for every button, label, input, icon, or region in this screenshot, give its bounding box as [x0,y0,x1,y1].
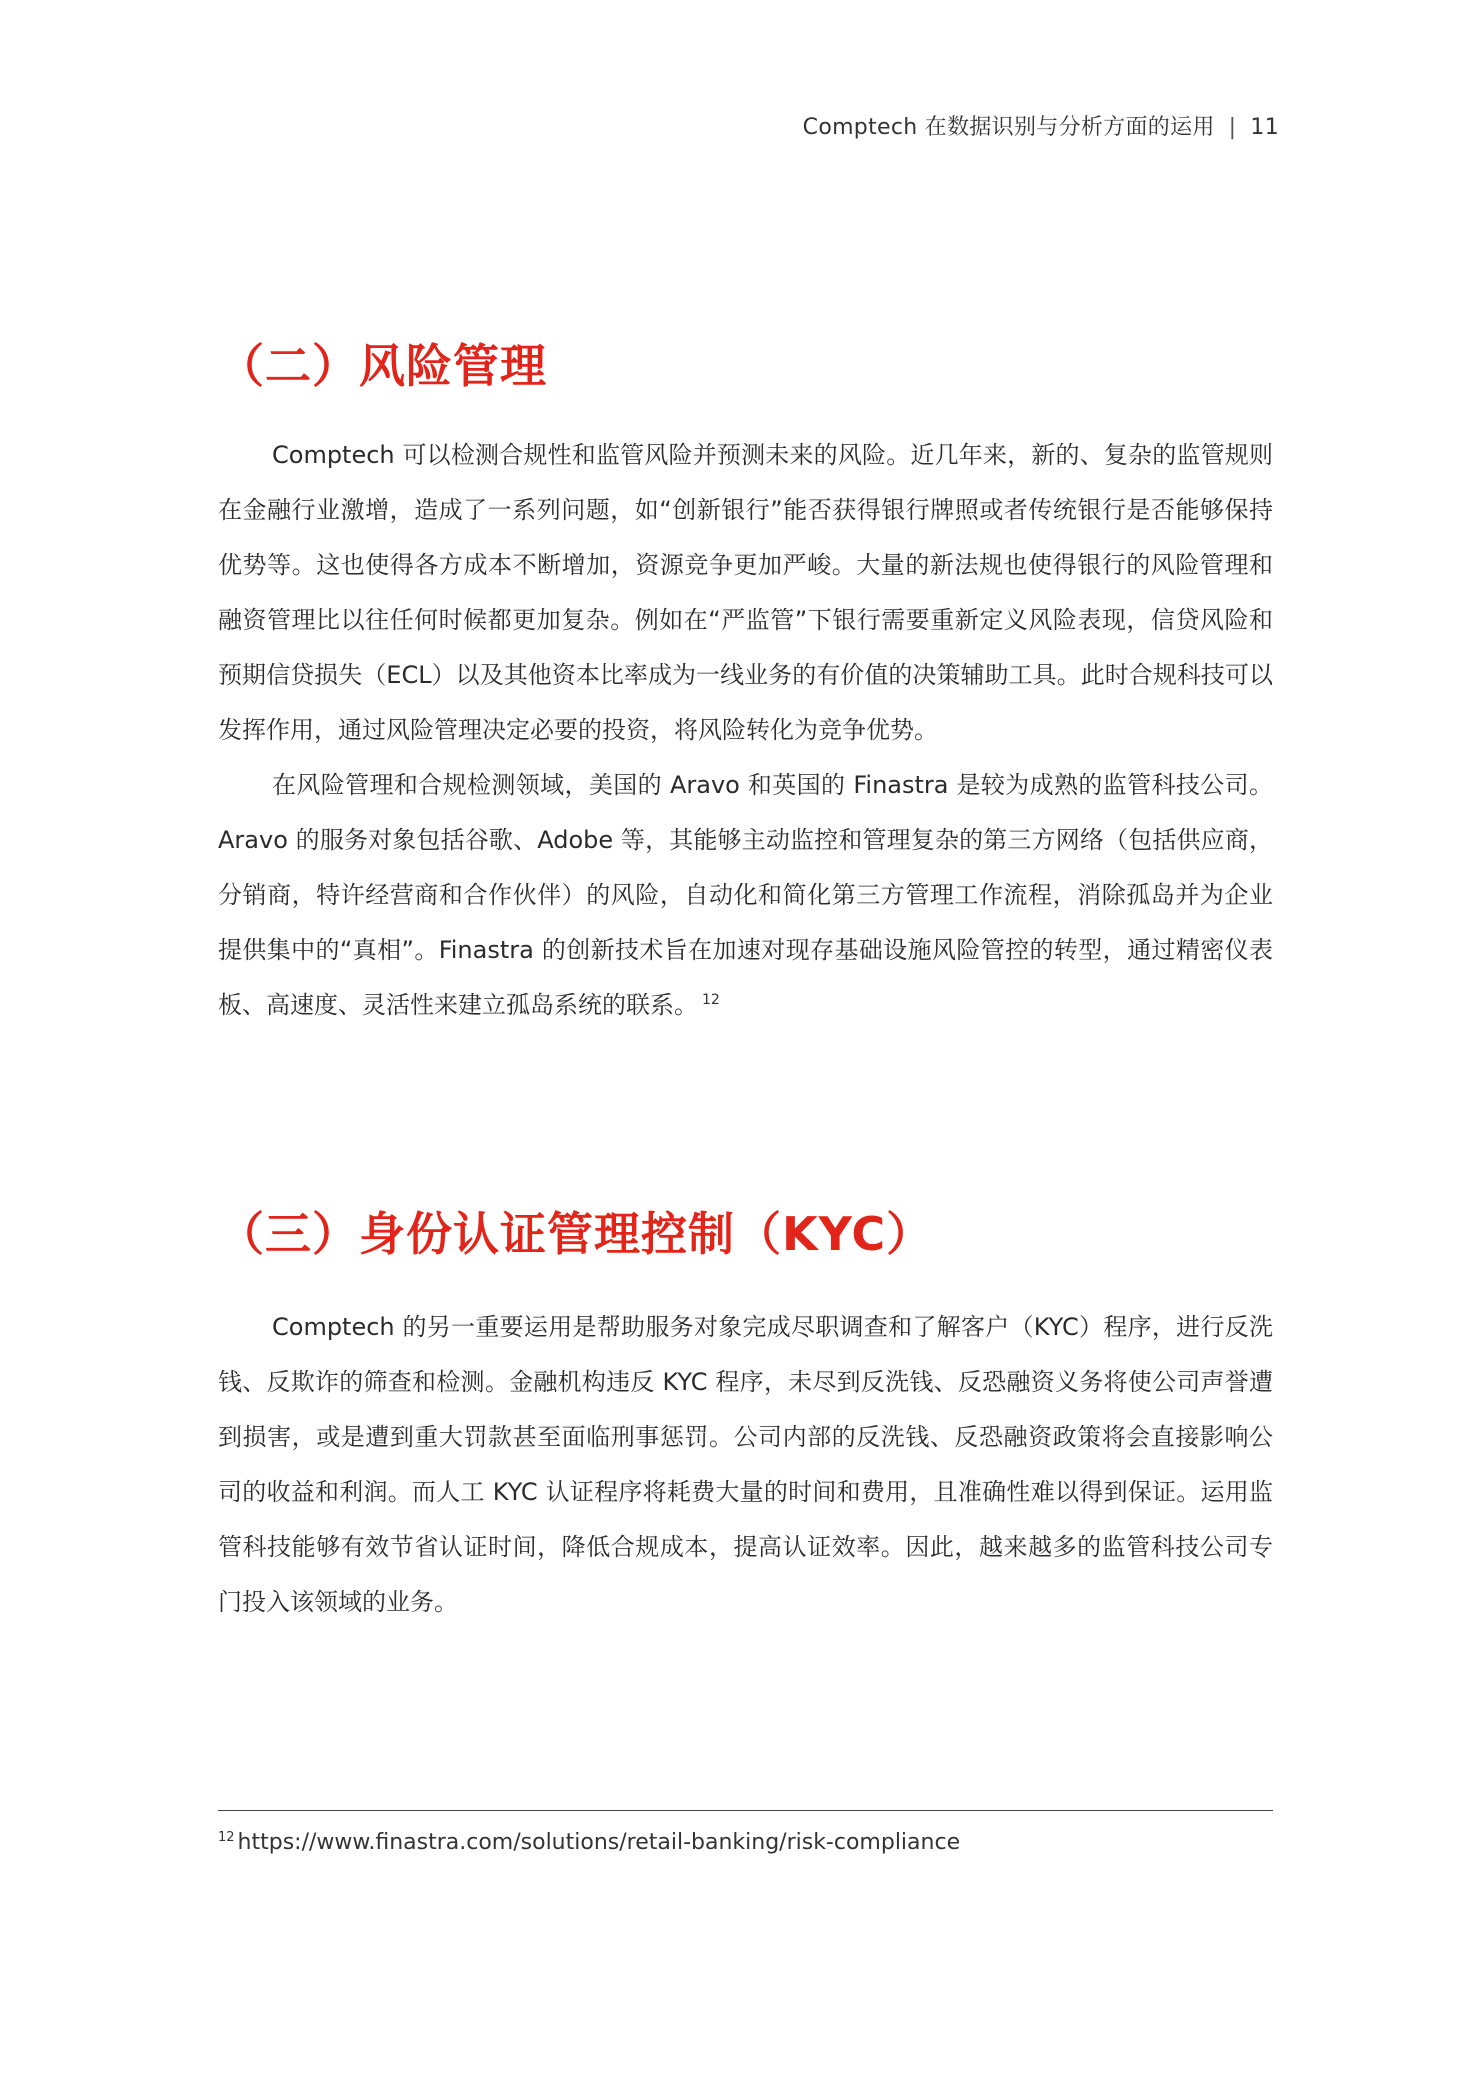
paragraph-text: 在风险管理和合规检测领域，美国的 Aravo 和英国的 Finastra 是较为成熟的监管科技公司。Aravo 的服务对象包括谷歌、Adobe 等，其能够主动监控和管理复杂的第三方网络（包括供应商，分销商，特许经营商和合作伙伴）的风险，自动化和简化第三方管理工作流程，消除孤岛并为企业提供集中的“真相”。Finastra 的创新技术旨在加速对现存基础设施风险管控的转型，通过精密仪表板、高速度、灵活性来建立孤岛系统的联系。 [218,771,1273,1019]
footnote [218,1830,960,1855]
footnote-reference: 12 [702,992,720,1008]
running-title: Comptech 在数据识别与分析方面的运用 [802,115,1215,140]
footnote-link[interactable]: https://www.finastra.com/solutions/retail-banking/risk-compliance [237,1830,961,1855]
paragraph-with-footnote [218,758,1273,1033]
section-title-kyc: （三）身份认证管理控制（KYC） [218,1207,934,1261]
page-number: 11 [1250,115,1279,140]
section-body-risk-management [218,428,1273,1033]
section-body-kyc [218,1300,1273,1630]
footnote-number: 12 [218,1829,235,1845]
header-separator: | [1228,115,1237,140]
paragraph: Comptech 的另一重要运用是帮助服务对象完成尽职调查和了解客户（KYC）程序，进行反洗钱、反欺诈的筛查和检测。金融机构违反 KYC 程序，未尽到反洗钱、反恐融资义务将使公司声誉遭到损害，或是遭到重大罚款甚至面临刑事惩罚。公司内部的反洗钱、反恐融资政策将会直接影响公司的收益和利润。而人工 KYC 认证程序将耗费大量的时间和费用，且准确性难以得到保证。运用监管科技能够有效节省认证时间，降低合规成本，提高认证效率。因此，越来越多的监管科技公司专门投入该领域的业务。 [218,1313,1273,1616]
running-header [803,110,1279,141]
paragraph: Comptech 可以检测合规性和监管风险并预测未来的风险。近几年来，新的、复杂的监管规则在金融行业激增，造成了一系列问题，如“创新银行”能否获得银行牌照或者传统银行是否能够保持优势等。这也使得各方成本不断增加，资源竞争更加严峻。大量的新法规也使得银行的风险管理和融资管理比以往任何时候都更加复杂。例如在“严监管”下银行需要重新定义风险表现，信贷风险和预期信贷损失（ECL）以及其他资本比率成为一线业务的有价值的决策辅助工具。此时合规科技可以发挥作用，通过风险管理决定必要的投资，将风险转化为竞争优势。 [218,441,1273,744]
footnote-divider [218,1810,1273,1811]
section-title-risk-management: （二）风险管理 [218,339,547,393]
